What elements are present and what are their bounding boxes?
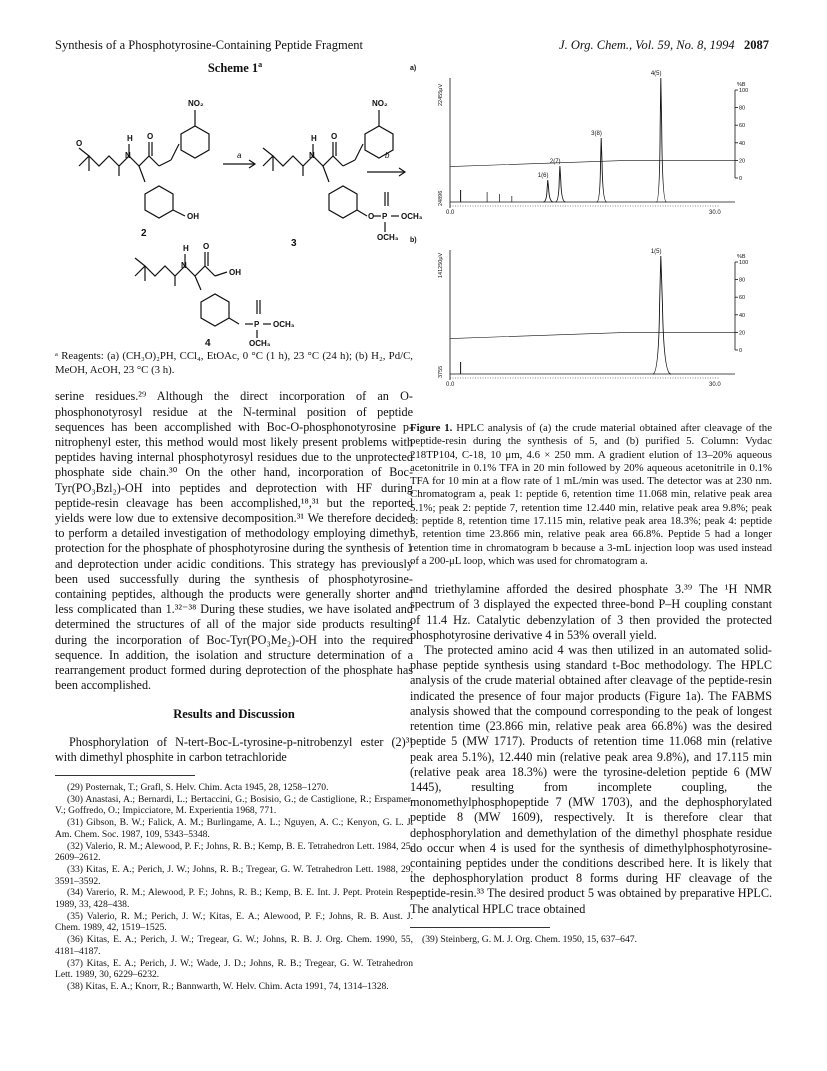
nitro-label-2: NO₂ [188,99,204,109]
percent-b-tick-label: 0 [739,348,743,354]
reference-31: (31) Gibson, B. W.; Falick, A. M.; Burlingame, A. L.; Nguyen, A. C.; Kenyon, G. L. J. Am. Chem. Soc. 1987, 109, 5343–5348. [55,817,413,840]
hplc-figure [410,64,772,414]
methoxy-label-4a: OCH₃ [273,320,295,330]
percent-b-tick-label: 40 [739,312,746,319]
nitrogen-label-3: N [309,151,315,161]
nitro-label-3: NO₂ [372,99,388,109]
hydrogen-label-4: H [183,244,189,254]
oxygen-label-2a: O [76,139,83,149]
percent-b-label: %B [737,254,746,260]
time-axis-start-label: 0.0 [446,210,455,216]
panel-a-label: a) [410,65,417,72]
percent-b-tick-label: 100 [739,88,749,94]
phosphorus-label-3: P [382,212,388,222]
references-list [55,782,413,993]
time-axis-end-label: 30.0 [709,382,721,388]
compound-number-3: 3 [291,238,297,250]
signal-min-label: 3755 [438,365,444,378]
reference-32: (32) Valerio, R. M.; Alewood, P. F.; Johns, R. B.; Kemp, B. E. Tetrahedron Lett. 1984, 25, 2609–2612. [55,840,413,864]
nitrogen-label-2: N [125,151,131,161]
methoxy-label-3a: OCH₃ [401,212,423,222]
peak-label-2: 2(7) [549,159,561,165]
signal-min-label: 24896 [438,190,444,206]
peak-label-1: 1(5) [650,249,662,255]
methoxy-label-4b: OCH₃ [249,339,271,349]
scheme-title: Scheme 1$^a$ [207,60,263,76]
methoxy-label-3b: OCH₃ [377,233,399,243]
oxygen-label-3b: O [368,212,375,222]
hydrogen-label-3: H [311,134,317,144]
peak-3 [597,138,607,202]
percent-b-tick-label: 20 [739,330,746,337]
peak-label-4: 4(5) [650,71,662,77]
percent-b-tick-label: 60 [739,295,746,302]
phosphorus-label-4: P [254,320,260,330]
percent-b-tick-label: 80 [739,277,746,284]
figure-caption [410,422,772,568]
signal-max-label: 141250μV [438,252,444,278]
time-axis-end-label: 30.0 [709,210,721,216]
percent-b-tick-label: 60 [739,123,746,130]
reference-30: (30) Anastasi, A.; Bernardi, L.; Bertaccini, G.; Bosisio, G.; de Castiglione, R.; Erspamer, V.; Goffredo, O.; Impicciatore, M. Experientia 1968, 771. [55,793,413,817]
gradient-line [450,332,735,338]
paragraph-triethylamine: and triethylamine afforded the desired phosphate 3.³⁹ The ¹H NMR spectrum of 3 displayed the expected three-bond P–H coupling constant of 11.4 Hz. Catalytic debenzylation of 3 then provided the protected phosphotyrosine derivative 4 in 53% overall yield. [410,582,772,642]
right-column [410,64,772,945]
percent-b-tick-label: 100 [739,260,749,266]
journal-citation: J. Org. Chem., Vol. 59, No. 8, 1994 [559,38,735,52]
hydrogen-label-2: H [127,134,133,144]
compound-number-4: 4 [205,338,211,350]
paragraph-serine: serine residues.²⁹ Although the direct incorporation of an O-phosphonotyrosyl residue at the N-terminal position of peptide sequences has been accomplished with Boc-O-phosphonotyrosine p-nitrophenyl ester, this method would most likely present problems with peptides having internal phosphotyrosyl residues due to the unprotected phosphate side chain.³⁰ On the other hand, incorporation of Boc-Tyr(PO₃Bzl₂)-OH into peptides and deprotection with HF during peptide-resin cleavage has been accomplished,¹⁸,³¹ but the reported yields were low due to extensive decomposition.³¹ We therefore decided to perform a detailed investigation of methodology employing dimethyl protection for the phosphate of phosphotyrosine during the synthesis of 1 and deprotection under acidic conditions. This strategy has previously been used successfully during the synthesis of phosphotyrosine-containing peptides, although the products were generally shorter and less complicated than 1.³²⁻³⁸ During these studies, we have isolated and determined the structures of all of the major side products resulting during the incorporation of Boc-Tyr(PO₃Me₂)-OH into the required sequence. In addition, the isolation and structure determination of a rearrangement product formed during deprotection of the phosphate has been accomplished. [55,389,413,693]
arrow-b-label: b [385,151,390,161]
figure-caption-label: Figure 1. [410,422,453,434]
reference-36: (36) Kitas, E. A.; Perich, J. W.; Tregear, G. W.; Johns, R. B. J. Org. Chem. 1990, 55, 4181–4187. [55,934,413,957]
right-references-divider [410,927,550,928]
left-column [55,60,423,993]
oxygen-label-4: O [203,242,210,252]
figure-caption-text: HPLC analysis of (a) the crude material obtained after cleavage of the peptide-resin during the synthesis of 5, and (b) purified 5. Column: Vydac 218TP104, C-18, 10 μm, 4.6 × 250 mm. A gradient elution of 13–20% aqueous acetonitrile in 0.1% TFA in 20 min followed by 20% aqueous acetonitrile in 0.1% TFA for 10 min at a flow rate of 1 mL/min was used. The detector was at 230 nm. Chromatogram a, peak 1: peptide 6, retention time 11.068 min, relative peak area 5.1%; peak 2: peptide 7, retention time 12.440 min, relative peak area 9.8%; peak 3: peptide 8, retention time 17.115 min, relative peak area 18.3%; peak 4: peptide 5, retention time 23.866 min, relative peak area 66.8%. Peptide 5 had a longer retention time in chromatogram b because a 3-mL injection loop was used instead of a 200-μL loop, which was used for chromatogram a. [410,422,772,567]
percent-b-tick-label: 0 [739,176,743,182]
peak-2 [555,166,565,202]
signal-max-label: 22455μV [438,83,444,106]
scheme-structures [55,76,423,350]
oxygen-label-2b: O [147,132,154,142]
right-body-text [410,582,772,916]
percent-b-tick-label: 80 [739,105,746,112]
reference-29: (29) Posternak, T.; Grafl, S. Helv. Chim. Acta 1945, 28, 1258–1270. [67,782,329,794]
section-title: Results and Discussion [173,707,295,722]
peak-4 [656,78,666,202]
arrow-a-label: a [237,151,242,161]
time-axis-start-label: 0.0 [446,382,455,388]
peak-1 [543,180,553,202]
left-body-text [55,389,413,765]
reference-38: (38) Kitas, E. A.; Knorr, R.; Bannwarth, W. Helv. Chim. Acta 1991, 74, 1314–1328. [67,980,389,992]
scheme-footnote: ᵃ Reagents: (a) (CH₃O)₂PH, CCl₄, EtOAc, 0 °C (1 h), 23 °C (24 h); (b) H₂, Pd/C, MeOH, AcOH, 23 °C (3 h). [55,350,413,376]
nitrogen-label-4: N [181,261,187,271]
running-header-left: Synthesis of a Phosphotyrosine-Containing Peptide Fragment [55,38,363,52]
percent-b-tick-label: 20 [739,158,746,165]
peak-1 [653,256,671,374]
panel-b-label: b) [410,237,417,244]
percent-b-label: %B [737,82,746,88]
reference-35: (35) Valerio, R. M.; Perich, J. W.; Kitas, E. A.; Alewood, P. F.; Johns, R. B. Aust. J. Chem. 1989, 42, 1519–1525. [55,910,413,934]
reference-33: (33) Kitas, E. A.; Perich, J. W.; Johns, R. B.; Tregear, G. W. Tetrahedron Lett. 1988, 29, 3591–3592. [55,863,413,887]
page-number: 2087 [744,38,769,52]
reference-39: (39) Steinberg, G. M. J. Org. Chem. 1950, 15, 637–647. [422,933,637,945]
running-header-right [559,38,769,53]
chromatogram-b [410,237,748,388]
oxygen-label-3a: O [331,132,338,142]
peak-label-1: 1(6) [537,173,549,179]
reference-37: (37) Kitas, E. A.; Perich, J. W.; Wade, J. D.; Johns, R. B.; Tregear, G. W. Tetrahedron Lett. 1989, 30, 6229–6232. [55,957,413,981]
percent-b-tick-label: 40 [739,140,746,147]
hydroxyl-label-4: OH [229,268,241,278]
peak-label-3: 3(8) [591,131,602,137]
paragraph-protected-amino-acid: The protected amino acid 4 was then utilized in an automated solid-phase peptide synthesis using standard t-Boc methodology. The HPLC analysis of the crude material obtained after cleavage of the peptide-resin indicated the presence of four major products (Figure 1a). The FABMS analysis showed that the compound corresponding to the peak of longest retention time (23.866 min, relative peak area 66.8%) was the desired peptide 5 (MW 1717). Products of retention time 11.068 min (relative peak area 5.1%), 12.440 min (relative peak area 9.8%), and 17.115 min (relative peak area 18.3%) were the tyrosine-deletion peptide 6 (MW 1445), resulting from incomplete coupling, the monomethylphosphopeptide 7 (MW 1703), and the dephosphorylated peptide 8 (MW 1609), respectively. It is therefore clear that dephosphorylation and demethylation of the dimethyl phosphate residue do occur when 4 is used for the synthesis of dimethylphosphotyrosine-containing peptides under the conditions described here. It is likely that the dephosphorylation product 8 forms during HF cleavage of the peptide-resin.³³ The desired product 5 was obtained by preparative HPLC. The analytical HPLC trace obtained [410,643,772,916]
chromatogram-a [410,65,748,216]
references-divider [55,775,195,776]
hydroxyl-label-2: OH [187,212,199,222]
right-references-list [410,934,772,946]
compound-number-2: 2 [141,228,147,240]
reference-34: (34) Varerio, R. M.; Alewood, P. F.; Johns, R. B.; Kemp, B. E. Int. J. Pept. Protein Res. 1989, 33, 428–438. [55,887,413,911]
paragraph-phosphorylation: Phosphorylation of N-tert-Boc-L-tyrosine-p-nitrobenzyl ester (2)³¹ with dimethyl phosphite in carbon tetrachloride [55,734,413,764]
gradient-line [450,160,735,166]
